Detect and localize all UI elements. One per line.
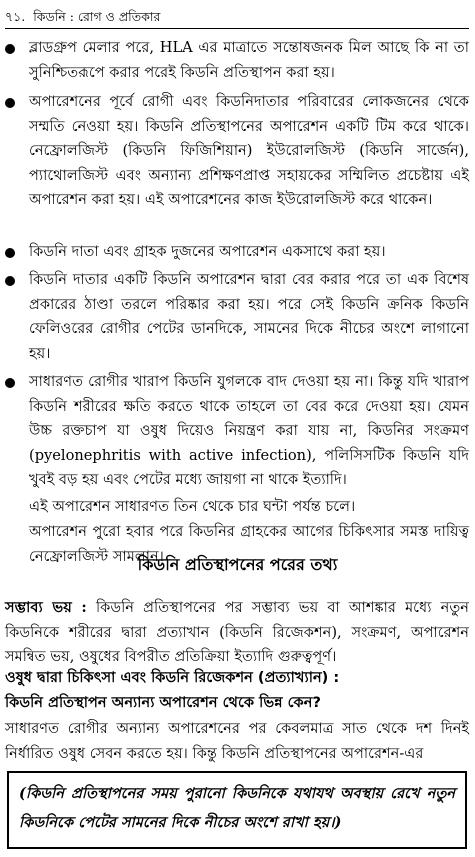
bullet-item <box>5 240 469 265</box>
bullet-item <box>5 370 469 493</box>
risk-paragraph <box>5 596 469 670</box>
bullet-item <box>5 36 469 85</box>
bullet-text: ব্লাডগ্রুপ মেলার পরে, HLA এর মাত্রাতে সন্তোষজনক মিল আছে কি না তা সুনিশ্চিতরূপে করার পরেই কিডনি প্রতিস্থাপন করা হয়। <box>29 39 469 81</box>
page-header <box>5 6 469 29</box>
bullet-icon <box>5 378 15 388</box>
note-box: (কিডনি প্রতিস্থাপনের সময় পুরানো কিডনিকে যথাযথ অবস্থায় রেখে নতুন কিডনিকে পেটের সামনের দিকে নীচের অংশে রাখা হয়।) <box>7 771 467 849</box>
bullet-text: কিডনি দাতা এবং গ্রাহক দুজনের অপারেশন একসাথে করা হয়। <box>29 243 386 260</box>
page-number: ৭১. <box>5 9 26 24</box>
subheading: ওষুধ দ্বারা চিকিৎসা এবং কিডনি রিজেকশন (প্রত্যাখ্যান) : <box>5 669 340 686</box>
bullet-icon <box>5 44 15 54</box>
section-title: কিডনি প্রতিস্থাপনের পরের তথ্য <box>137 555 338 574</box>
risk-label: সম্ভাব্য ভয় : <box>5 599 87 616</box>
running-title: কিডনি : রোগ ও প্রতিকার <box>33 9 161 24</box>
bullet-text: অপারেশনের পূর্বে রোগী এবং কিডনিদাতার পরিবারের লোকজনের থেকে সম্মতি নেওয়া হয়। কিডনি প্রতিস্থাপনের অপারেশন একটি টিম করে থাকে। নেফ্রোলজিস্ট (কিডনি ফিজিশিয়ান) ইউরোলজিস্ট (কিডনি সার্জেন), প্যাথোলজিস্ট এবং অন্যান্য প্রশিক্ষণপ্রাপ্ত সহায়কের সম্মিলিত প্রচেষ্টায় এই অপারেশন করা হয়। এই অপারেশনের কাজ ইউরোলজিস্ট করে থাকেন। <box>29 93 469 209</box>
subheading: কিডনি প্রতিস্থাপন অন্যান্য অপারেশন থেকে ভিন্ন কেন? <box>5 694 321 711</box>
bullet-text: কিডনি দাতার একটি কিডনি অপারেশন দ্বারা বের করার পরে তা এক বিশেষ প্রকারের ঠাণ্ডা তরলে পরিষ্কার করা হয়। পরে সেই কিডনি ক্রনিক কিডনি ফেলিওরের রোগীর পেটের ডানদিকে, সামনের দিকে নীচের অংশে লাগানো হয়। <box>29 271 469 362</box>
risk-text: কিডনি প্রতিস্থাপনের পর সম্ভাব্য ভয় বা আশঙ্কার মধ্যে নতুন কিডনিকে শরীরের দ্বারা প্রত্যাখান (কিডনি রিজেকশন), সংক্রমণ, অপারেশন সমন্বিত ভয়, ওষুধের বিপরীত প্রতিক্রিয়া ইত্যাদি গুরুত্বপূর্ণ। <box>5 599 469 666</box>
bullet-text: সাধারণত রোগীর খারাপ কিডনি যুগলকে বাদ দেওয়া হয় না। কিন্তু যদি খারাপ কিডনি শরীরের ক্ষতি করতে থাকে তাহলে তা বের করে দেওয়া হয়। যেমন উচ্চ রক্তচাপ যা ওষুধ দিয়েও নিয়ন্ত্রণ করা যায় না, কিডনির সংক্রমণ (pyelonephritis with active infection), পলিসিসটিক কিডনি যদি খুবই বড় হয় এবং পেটের মধ্যে জায়গা না থাকে ইত্যাদি। <box>29 373 469 489</box>
bullet-icon <box>5 248 15 258</box>
bullet-icon <box>5 98 15 108</box>
bullet-item <box>5 268 469 366</box>
final-paragraph: সাধারণত রোগীর অন্যান্য অপারেশনের পর কেবলমাত্র সাত থেকে দশ দিনই নির্ধারিত ওষুধ সেবন করতে হয়। কিন্তু কিডনি প্রতিস্থাপনের অপারেশন-এর <box>5 720 469 762</box>
body-line: এই অপারেশন সাধারণত তিন থেকে চার ঘন্টা পর্যন্ত চলে। <box>29 498 356 515</box>
bullet-icon <box>5 276 15 286</box>
bullet-item <box>5 90 469 213</box>
body-line: অপারেশন পুরো হবার পরে কিডনির গ্রাহকের আগের চিকিৎসার সমস্ত দায়িত্ব নেফ্রোলজিস্ট সামলান। <box>29 523 469 565</box>
